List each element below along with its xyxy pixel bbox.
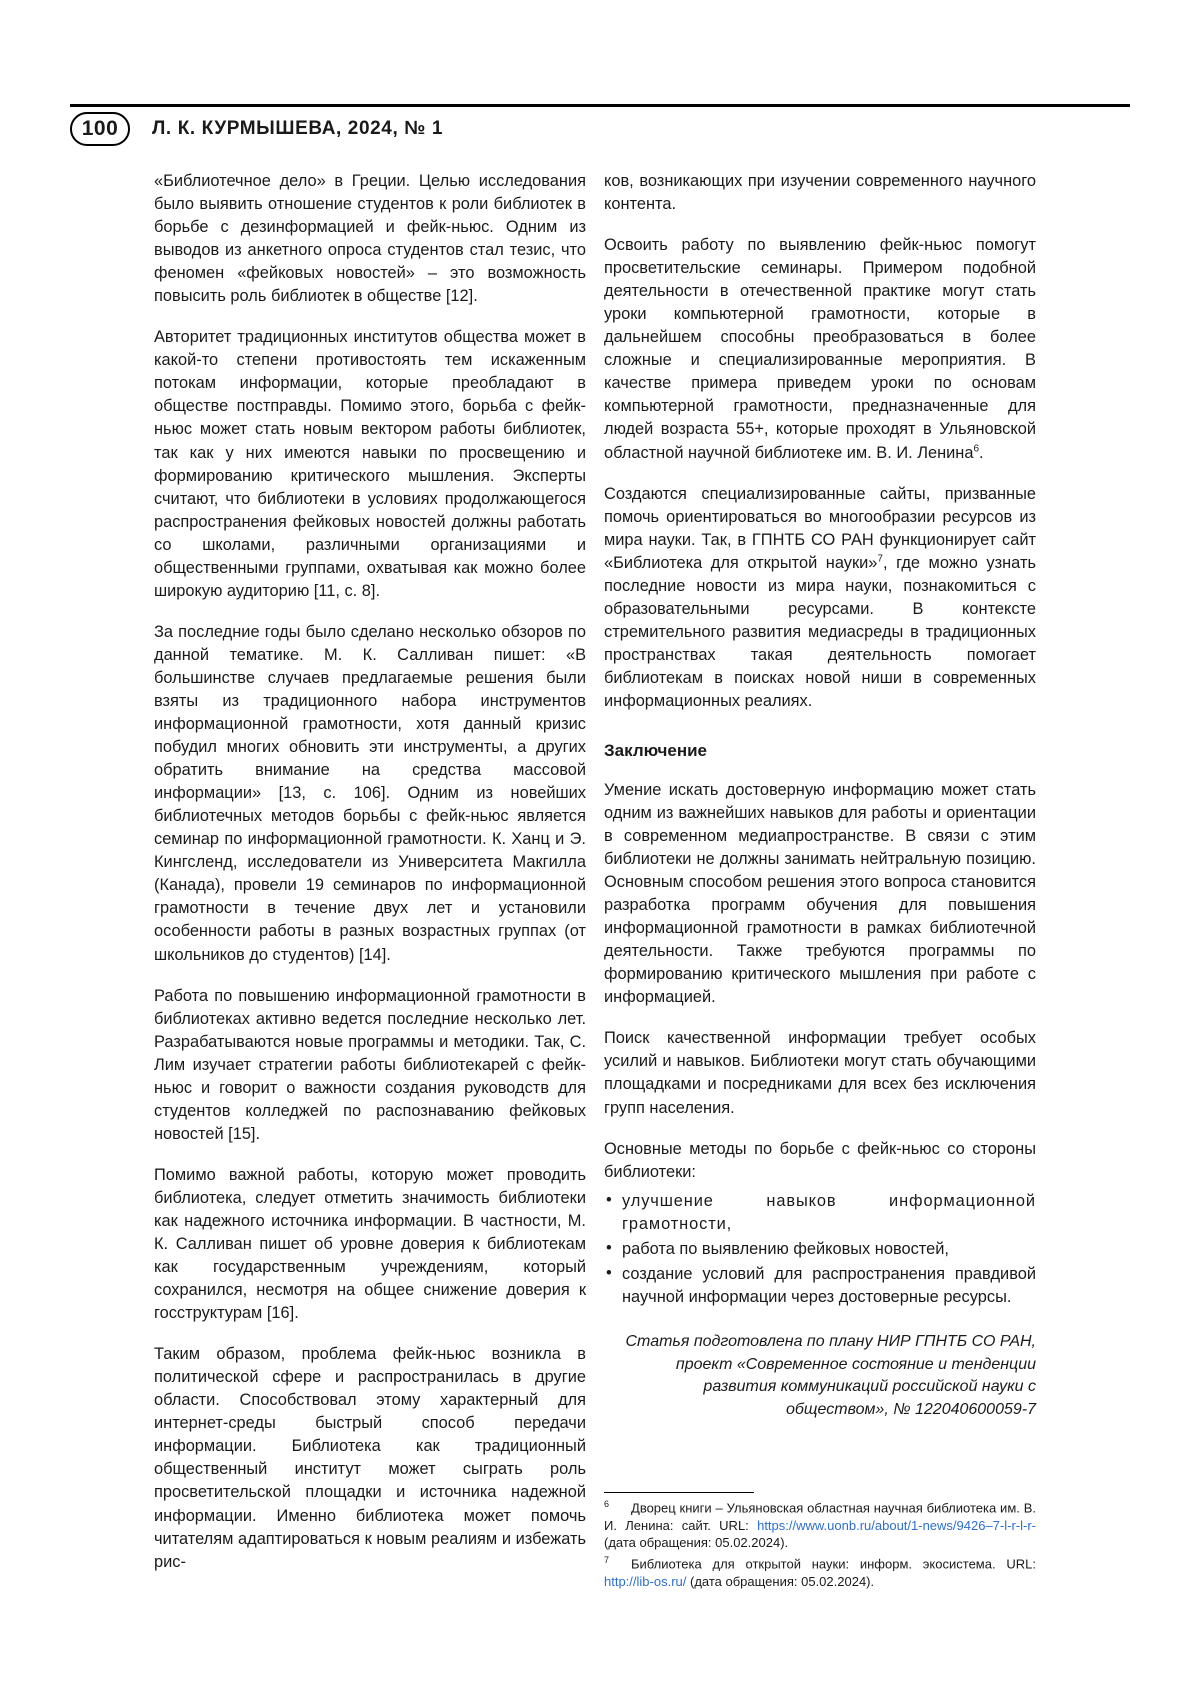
methods-list [604, 1190, 1036, 1309]
funding-note: Статья подготовлена по плану НИР ГПНТБ СО РАН, проект «Современное состояние и тенденции развития коммуникаций российской науки с обществом», № 122040600059-7 [625, 1332, 1036, 1419]
paragraph: Основные методы по борьбе с фейк-ньюс со стороны библиотеки: [604, 1139, 1036, 1181]
footnote-marker: 6 [604, 1499, 610, 1509]
paragraph: Создаются специализированные сайты, призванные помочь ориентироваться во многообразии ресурсов из мира науки. Так, в ГПНТБ СО РАН функционирует сайт «Библиотека для открытой науки»$^7$, где можно узнать последние новости из мира науки, познакомиться с образовательными ресурсами. В контексте стремительного развития медиасреды в традиционных пространствах такая деятельность помогает библиотекам в поисках новой ниши в современных информационных реалиях. [604, 484, 1036, 710]
footnote-ref-7[interactable]: 7 [877, 553, 883, 565]
paragraph: Работа по повышению информационной грамотности в библиотеках активно ведется последние несколько лет. Разрабатываются новые программы и методики. Так, С. Лим изучает стратегии работы библиотекарей с фейк-ньюс и говорит о важности создания руководств для студентов колледжей по распознаванию фейковых новостей [15]. [154, 986, 586, 1143]
paragraph: Таким образом, проблема фейк-ньюс возникла в политической сфере и распространилась в другие области. Способствовал этому характерный для интернет-среды быстрый способ передачи информации. Библиотека как традиционный общественный институт может сыграть роль просветительской площадки и источника надежной информации. Именно библиотека может помочь читателям адаптироваться к новым реалиям и избежать рис- [154, 1345, 586, 1571]
footnote-rule [604, 1492, 754, 1493]
footnote-text-tail: (дата обращения: 05.02.2024). [686, 1573, 875, 1589]
footnote-text: Дворец книги – Ульяновская областная научная библиотека им. В. И. Ленина: сайт. URL: [604, 1500, 1036, 1533]
section-heading-conclusion: Заключение [604, 741, 707, 761]
paragraph: Помимо важной работы, которую может проводить библиотека, следует отметить значимость библиотеки как надежного источника информации. В частности, М. К. Салливан пишет об уровне доверия к библиотекам как государственным учреждениям, который сохранился, несмотря на общее снижение доверия к госструктурам [16]. [154, 1165, 586, 1323]
paragraph: За последние годы было сделано несколько обзоров по данной тематике. М. К. Салливан пишет: «В большинстве случаев предлагаемые решения были взяты из традиционного набора инструментов информационной грамотности, хотя данный кризис побудил многих обновить эти инструменты, а других обратить внимание на средства массовой информации» [13, с. 106]. Одним из новейших библиотечных методов борьбы с фейк-ньюс является семинар по информационной грамотности. К. Ханц и Э. Кингсленд, исследователи из Университета Макгилла (Канада), провели 19 семинаров по информационной грамотности в течение двух лет и установили особенности работы в разных возрастных группах (от школьников до студентов) [14]. [154, 622, 586, 964]
footnote-link[interactable]: https://www.uonb.ru/about/1-news/9426–7-l-r-l-r- [757, 1517, 1036, 1533]
page-header [70, 104, 1130, 146]
list-item: • работа по выявлению фейковых новостей, [604, 1238, 1036, 1261]
paragraph: Умение искать достоверную информацию может стать одним из важнейших навыков для работы и ориентации в современном медиапространстве. В связи с этим библиотеки не должны занимать нейтральную позицию. Основным способом решения этого вопроса становится разработка программ обучения для повышения информационной грамотности в рамках библиотечной деятельности. Также требуются программы по формированию критического мышления при работе с информацией. [604, 780, 1036, 1007]
paragraph: Освоить работу по выявлению фейк-ньюс помогут просветительские семинары. Примером подобной деятельности в отечественной практике могут стать уроки компьютерной грамотности, которые в дальнейшем способны преобразоваться в более сложные и специализированные мероприятия. В качестве примера приведем уроки по основам компьютерной грамотности, предназначенные для людей возраста 55+, которые проходят в Ульяновской областной научной библиотеке им. В. И. Ленина$^6$. [604, 236, 1036, 462]
footnote-text-tail: (дата обращения: 05.02.2024). [604, 1534, 789, 1550]
footnotes-block [604, 1492, 1036, 1594]
footnote-7 [604, 1555, 1036, 1590]
page-number-badge: 100 [70, 112, 130, 146]
header-rule [70, 104, 1130, 107]
footnote-text: Библиотека для открытой науки: информ. экосистема. URL: [631, 1556, 1036, 1572]
footnote-marker: 7 [604, 1555, 610, 1566]
paragraph: Поиск качественной информации требует особых усилий и навыков. Библиотеки могут стать обучающими площадками и посредниками для всех без исключения групп населения. [604, 1029, 1036, 1117]
running-title: Л. К. КУРМЫШЕВА, 2024, № 1 [152, 118, 444, 139]
list-item: • создание условий для распространения правдивой научной информации через достоверные ресурсы. [604, 1263, 1036, 1309]
footnote-ref-6[interactable]: 6 [973, 443, 980, 455]
paragraph: «Библиотечное дело» в Греции. Целью исследования было выявить отношение студентов к роли библиотек в борьбе с дезинформацией и фейк-ньюс. Одним из выводов из анкетного опроса студентов стал тезис, что феномен «фейковых новостей» – это возможность повысить роль библиотек в обществе [12]. [154, 172, 586, 306]
footnote-link[interactable]: http://lib-os.ru/ [604, 1573, 687, 1589]
list-item: • улучшение навыков информационной грамотности, [604, 1190, 1036, 1236]
left-column [154, 170, 586, 1574]
paragraph: Авторитет традиционных институтов общества может в какой-то степени противостоять тем искаженным потокам информации, которые преобладают в обществе постправды. Помимо этого, борьба с фейк-ньюс может стать новым вектором работы библиотек, так как у них имеются навыки по просвещению и формированию критического мышления. Эксперты считают, что библиотеки в условиях продолжающегося распространения фейковых новостей должны работать со школами, различными организациями и общественными группами, охватывая как можно более широкую аудиторию [11, с. 8]. [154, 328, 586, 600]
paragraph-continued: ков, возникающих при изучении современного научного контента. [604, 172, 1036, 214]
footnote-6 [604, 1499, 1036, 1551]
right-column [604, 170, 1036, 1422]
